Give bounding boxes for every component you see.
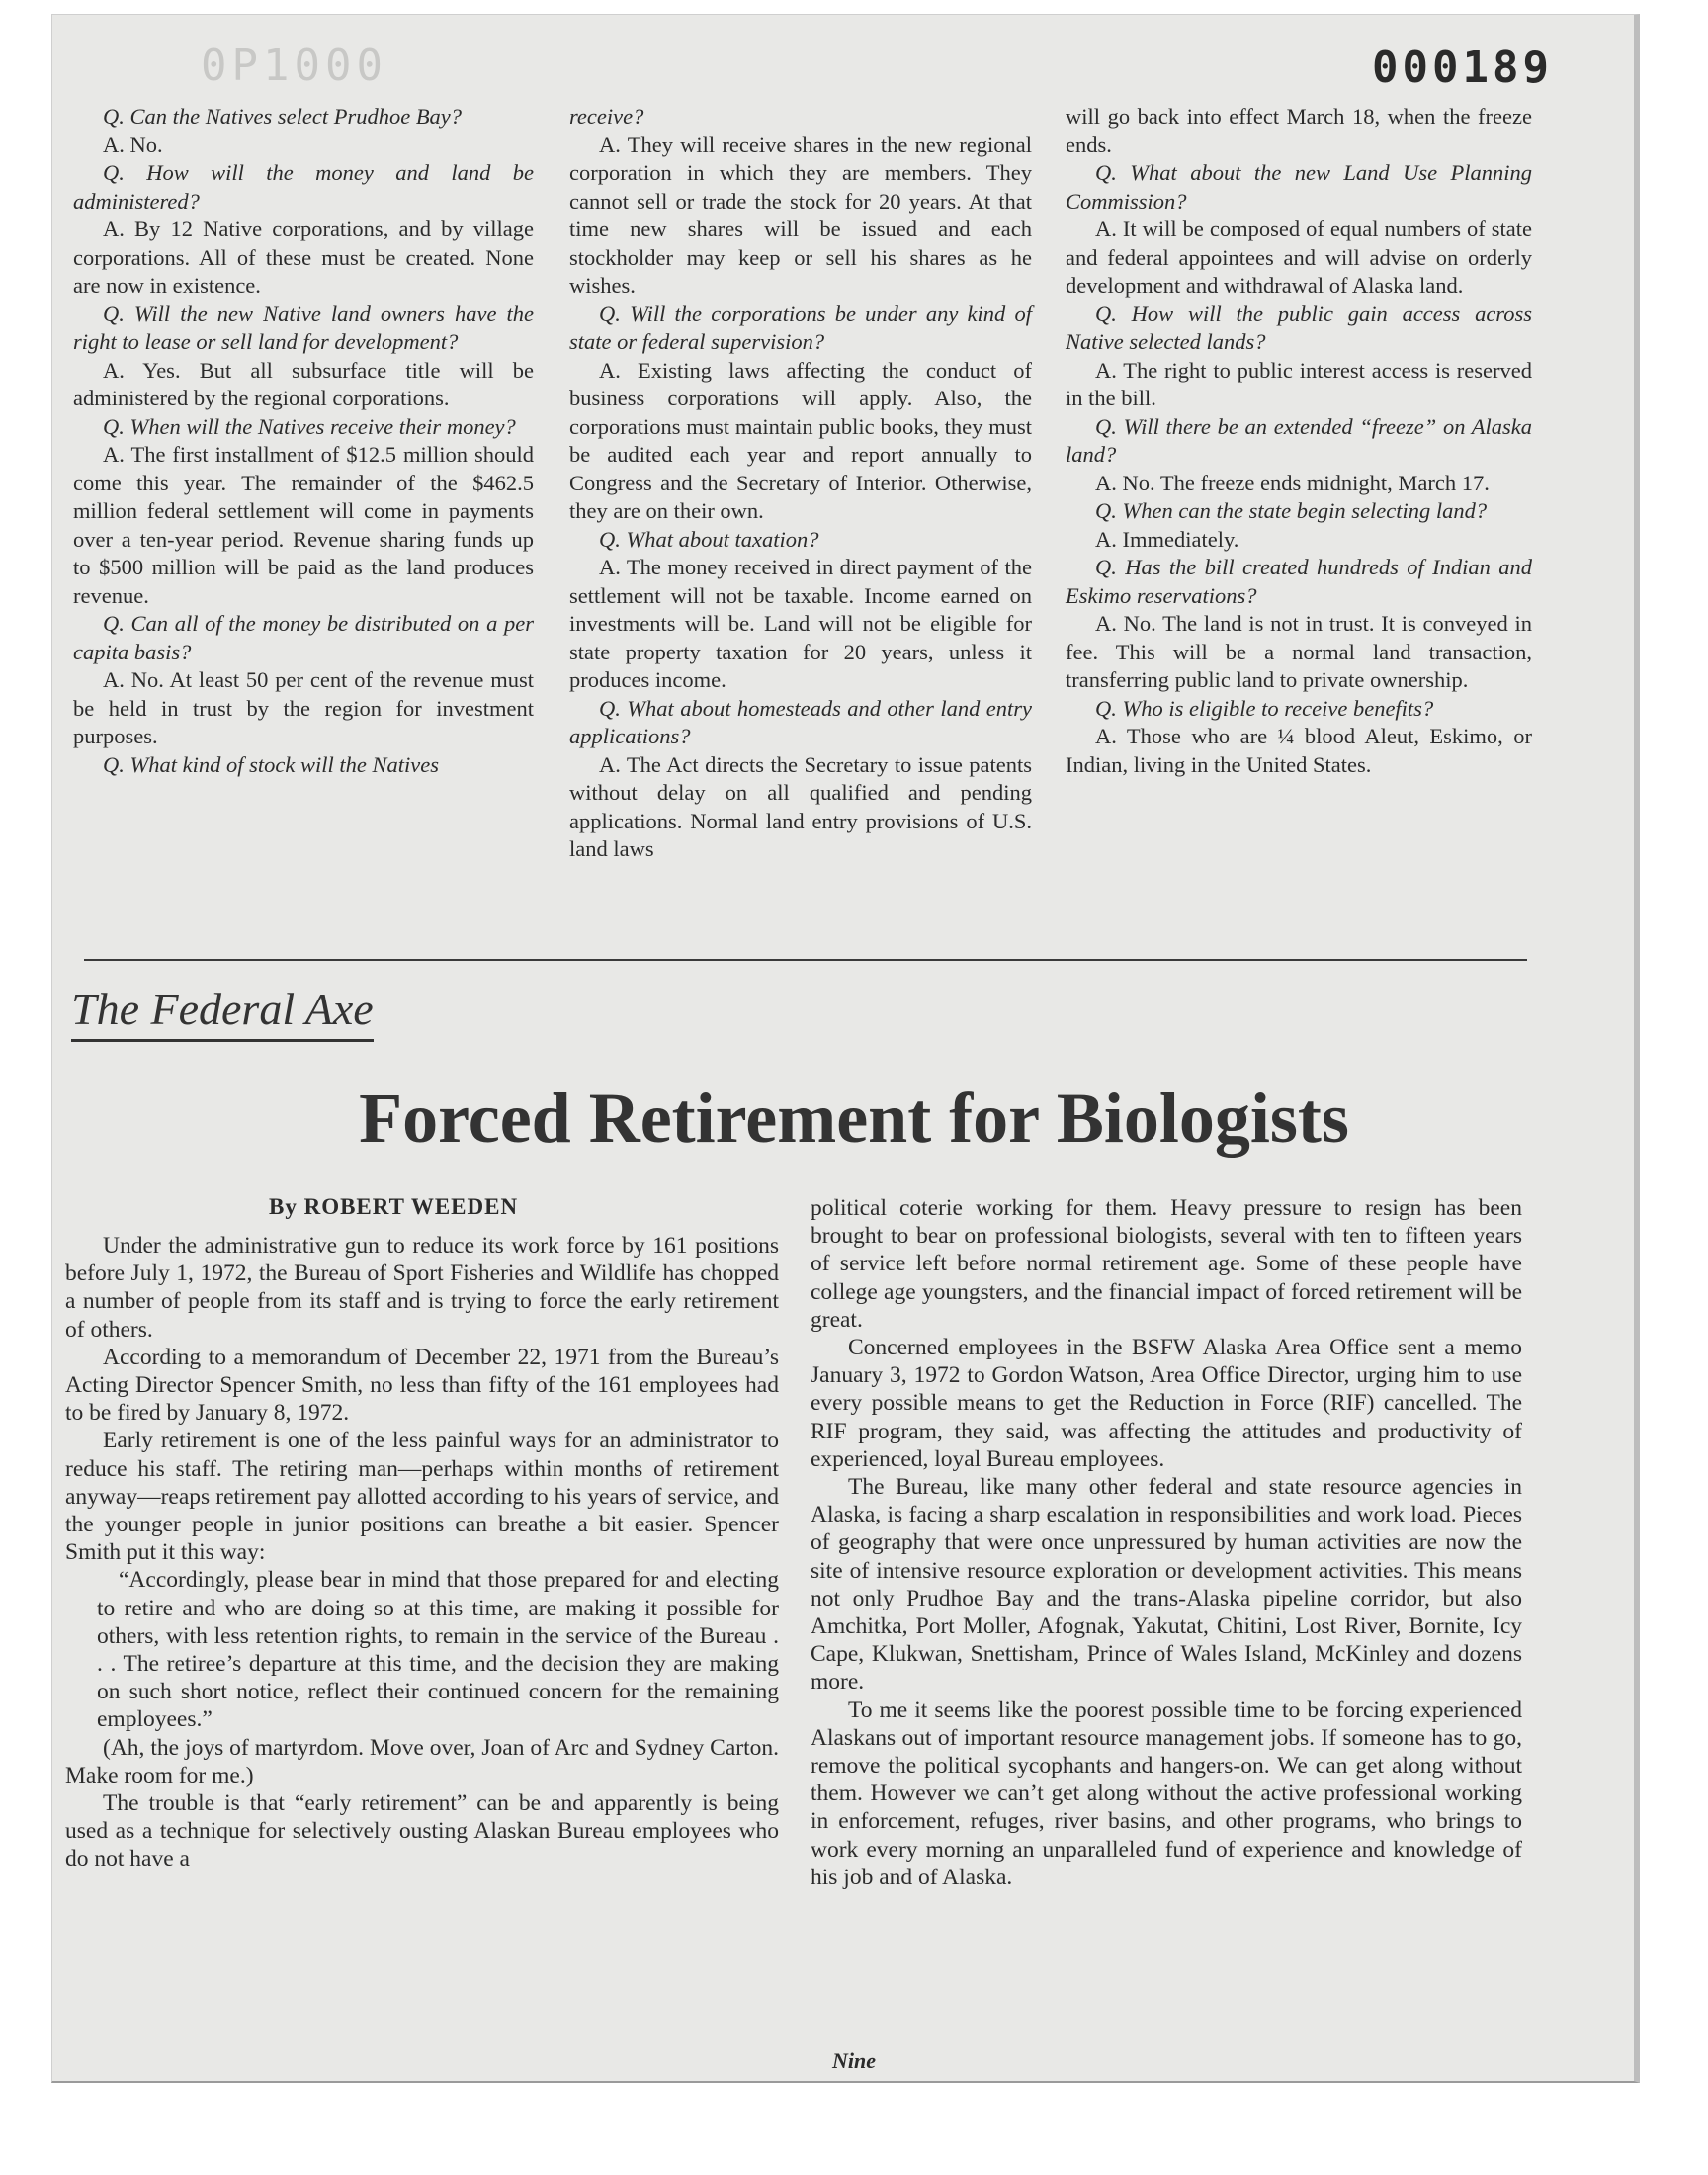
qa-column-2 — [569, 103, 1032, 864]
answer: A. It will be composed of equal numbers of state and federal appointees and will advise on orderly development and withdrawal of Alaska land. — [1066, 217, 1532, 298]
qa-column-3 — [1066, 103, 1532, 779]
paragraph: Early retirement is one of the less painful ways for an administrator to reduce his staff. The retiring man—perhaps within months of retirement anyway—reaps retirement pay allotted according to his years of service, and the younger people in junior positions can breathe a bit easier. Spencer Smith put it this way: — [65, 1428, 779, 1566]
question: Q. Will the corporations be under any kind of state or federal supervision? — [569, 301, 1032, 354]
question: Q. Can all of the money be distributed on a per capita basis? — [73, 611, 534, 664]
paragraph: political coterie working for them. Heavy pressure to resign has been brought to bear on professional biologists, several with ten to fifteen years of service left before normal retirement age. Some of these people have college age youngsters, and the financial impact of forced retirement will be great. — [811, 1195, 1522, 1333]
question: Q. What kind of stock will the Natives — [103, 751, 439, 777]
answer: A. No. At least 50 per cent of the revenue must be held in trust by the region for investment purposes. — [73, 667, 534, 748]
section-divider — [84, 959, 1527, 961]
article-column-right — [811, 1194, 1522, 1891]
answer: A. Those who are ¼ blood Aleut, Eskimo, or Indian, living in the United States. — [1066, 724, 1532, 777]
faint-stamp: 0P1000 — [201, 41, 387, 91]
paragraph: Under the administrative gun to reduce its work force by 161 positions before July 1, 1972, the Bureau of Sport Fisheries and Wildlife has chopped a number of people from its staff and is trying to force the early retirement of others. — [65, 1233, 779, 1343]
paragraph: The trouble is that “early retirement” can be and apparently is being used as a technique for selectively ousting Alaskan Bureau employees who do not have a — [65, 1790, 779, 1872]
answer: A. No. The freeze ends midnight, March 17. — [1095, 470, 1490, 495]
question: Q. What about the new Land Use Planning Commission? — [1066, 160, 1532, 214]
answer: will go back into effect March 18, when the freeze ends. — [1066, 104, 1532, 157]
answer: A. Yes. But all subsurface title will be administered by the regional corporations. — [73, 357, 534, 410]
answer: A. Immediately. — [1095, 526, 1239, 552]
byline: By ROBERT WEEDEN — [269, 1194, 519, 1219]
question: Q. Will the new Native land owners have the right to lease or sell land for development? — [73, 301, 534, 354]
answer: A. The money received in direct payment of the settlement will not be taxable. Income earned on investments will be. Land will not be eligible for state property taxation for 20 years, unless it produces income. — [569, 555, 1032, 692]
section-kicker: The Federal Axe — [71, 983, 374, 1042]
answer: A. The Act directs the Secretary to issue patents without delay on all qualified and pending applications. Normal land entry provisions of U.S. land laws — [569, 751, 1032, 861]
answer: A. The right to public interest access is reserved in the bill. — [1066, 357, 1532, 410]
answer: A. The first installment of $12.5 million should come this year. The remainder of the $462.5 million federal settlement will come in payments over a ten-year period. Revenue sharing funds up to $500 million will be paid as the land produces revenue. — [73, 442, 534, 608]
question: Q. Who is eligible to receive benefits? — [1095, 695, 1434, 721]
paragraph: The Bureau, like many other federal and state resource agencies in Alaska, is facing a sharp escalation in responsibilities and work load. Pieces of geography that were once unpressured by human activities are now the site of intensive resource exploration or development activities. This means not only Prudhoe Bay and the trans-Alaska pipeline corridor, but also Amchitka, Port Moller, Afognak, Yakutat, Chitini, Lost River, Bornite, Icy Cape, Klukwan, Snettisham, Prince of Wales Island, McKinley and dozens more. — [811, 1474, 1522, 1696]
answer: A. Existing laws affecting the conduct of business corporations will apply. Also, the corporations must maintain public books, they must be audited each year and report annually to Congress and the Secretary of Interior. Otherwise, they are on their own. — [569, 357, 1032, 523]
paragraph: To me it seems like the poorest possible time to be forcing experienced Alaskans out of important resource management jobs. If someone has to go, remove the political sycophants and hangers-on. We can get along without them. However we can’t get along without the active professional working in enforcement, refuges, river basins, and other programs, who brings to work every morning an unparalleled fund of experience and knowledge of his job and of Alaska. — [811, 1696, 1522, 1890]
question: Q. When will the Natives receive their money? — [103, 413, 516, 439]
question: Q. How will the money and land be administered? — [73, 160, 534, 214]
question: Q. Can the Natives select Prudhoe Bay? — [103, 104, 463, 129]
article-headline: Forced Retirement for Biologists — [359, 1079, 1349, 1158]
qa-column-1 — [73, 103, 534, 779]
answer: A. They will receive shares in the new regional corporation in which they are members. They cannot sell or trade the stock for 20 years. At that time new shares will be issued and each stockholder may keep or sell his shares as he wishes. — [569, 131, 1032, 298]
question: Q. Has the bill created hundreds of Indian and Eskimo reservations? — [1066, 555, 1532, 608]
question: receive? — [569, 104, 644, 129]
question: Q. What about homesteads and other land entry applications? — [569, 695, 1032, 748]
question: Q. What about taxation? — [599, 526, 819, 552]
question: Q. Will there be an extended “freeze” on Alaska land? — [1066, 413, 1532, 467]
answer: A. No. — [103, 131, 163, 157]
question: Q. How will the public gain access across Native selected lands? — [1066, 301, 1532, 354]
article-column-left — [65, 1232, 779, 1873]
question: Q. When can the state begin selecting land? — [1095, 498, 1488, 523]
page-number: Nine — [832, 2048, 876, 2073]
paragraph: Concerned employees in the BSFW Alaska Area Office sent a memo January 3, 1972 to Gordon Watson, Area Office Director, urging him to use every possible means to get the Reduction in Force (RIF) cancelled. The RIF program, they said, was affecting the attitudes and productivity of experienced, loyal Bureau employees. — [811, 1335, 1522, 1472]
paragraph: (Ah, the joys of martyrdom. Move over, Joan of Arc and Sydney Carton. Make room for me.) — [65, 1734, 779, 1788]
answer: A. By 12 Native corporations, and by village corporations. All of these must be created. None are now in existence. — [73, 217, 534, 298]
answer: A. No. The land is not in trust. It is conveyed in fee. This will be a normal land transaction, transferring public land to private ownership. — [1066, 611, 1532, 692]
block-quote: “Accordingly, please bear in mind that those prepared for and electing to retire and who are doing so at this time, are making it possible for others, with less retention rights, to remain in the service of the Bureau . . . The retiree’s departure at this time, and the decision they are making on such short notice, reflect their continued concern for the remaining employees.” — [97, 1567, 779, 1733]
paragraph: According to a memorandum of December 22, 1971 from the Bureau’s Acting Director Spencer Smith, no less than fifty of the 161 employees had to be fired by January 8, 1972. — [65, 1344, 779, 1427]
page-id-stamp: 000189 — [1372, 43, 1553, 93]
